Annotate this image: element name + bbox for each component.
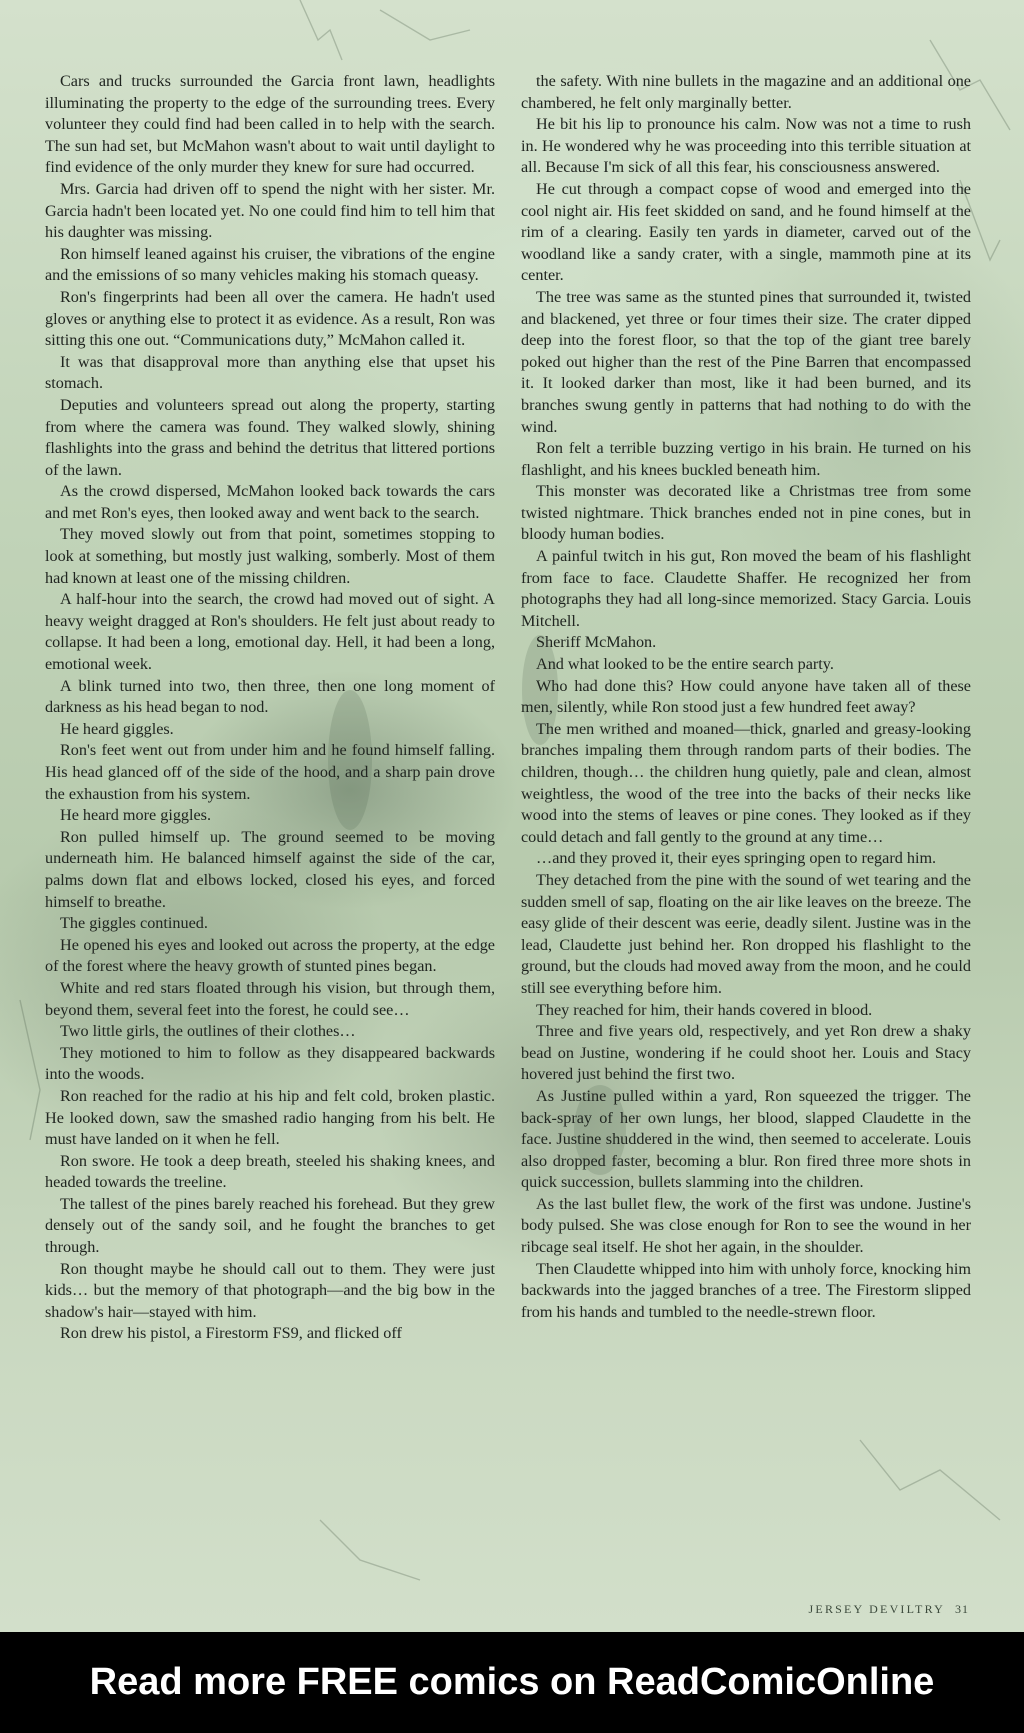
story-paragraph: Ron pulled himself up. The ground seemed to be moving underneath him. He balanced himself against the side of the car, palms down flat and elbows locked, closed his eyes, and forced himself to breathe. [45, 827, 495, 911]
story-paragraph: He opened his eyes and looked out across the property, at the edge of the forest where the heavy growth of stunted pines began. [45, 935, 495, 976]
story-column-right [521, 71, 971, 1323]
story-paragraph: They motioned to him to follow as they disappeared backwards into the woods. [45, 1043, 495, 1084]
story-paragraph: Ron reached for the radio at his hip and felt cold, broken plastic. He looked down, saw the smashed radio hanging from his belt. He must have landed on it when he fell. [45, 1086, 495, 1149]
story-paragraph: Mrs. Garcia had driven off to spend the night with her sister. Mr. Garcia hadn't been located yet. No one could find him to tell him that his daughter was missing. [45, 179, 495, 242]
story-paragraph: Two little girls, the outlines of their clothes… [60, 1022, 356, 1041]
story-paragraph: Ron drew his pistol, a Firestorm FS9, and flicked off [60, 1324, 402, 1343]
story-paragraph: The tallest of the pines barely reached his forehead. But they grew densely out of the sandy soil, and he fought the branches to get through. [45, 1194, 495, 1257]
story-paragraph: As Justine pulled within a yard, Ron squeezed the trigger. The back-spray of her own lungs, her blood, slapped Claudette in the face. Justine shuddered in the wind, then seemed to accelerate. Louis also dropped faster, becoming a blur. Ron fired three more shots in quick succession, bullets slamming into the children. [521, 1086, 971, 1192]
story-paragraph: the safety. With nine bullets in the magazine and an additional one chambered, he felt only marginally better. [521, 72, 971, 112]
story-paragraph: A painful twitch in his gut, Ron moved the beam of his flashlight from face to face. Claudette Shaffer. He recognized her from photographs they had all long-since memorized. Stacy Garcia. Louis Mitchell. [521, 547, 971, 630]
story-paragraph: …and they proved it, their eyes springing open to regard him. [536, 849, 937, 868]
story-paragraph: This monster was decorated like a Christmas tree from some twisted nightmare. Thick branches ended not in pine cones, but in bloody human bodies. [521, 482, 971, 544]
story-paragraph: Ron swore. He took a deep breath, steeled his shaking knees, and headed towards the treeline. [45, 1151, 495, 1192]
story-paragraph: Ron's feet went out from under him and he found himself falling. His head glanced off of the side of the hood, and a sharp pain drove the exhaustion from his system. [45, 741, 495, 803]
story-paragraph: The tree was same as the stunted pines that surrounded it, twisted and blackened, yet three or four times their size. The crater dipped deep into the forest floor, so that the top of the giant tree barely poked out higher than the rest of the Pine Barren that encompassed it. It looked darker than most, like it had been burned, and its branches swung gently in patterns that had nothing to do with the wind. [521, 287, 971, 436]
story-paragraph: He heard giggles. [60, 719, 174, 738]
story-paragraph: They moved slowly out from that point, sometimes stopping to look at something, but mostly just walking, somberly. Most of them had known at least one of the missing children. [45, 525, 495, 587]
magazine-title: JERSEY DEVILTRY [808, 1602, 945, 1616]
promo-banner[interactable]: Read more FREE comics on ReadComicOnline [0, 1632, 1024, 1733]
story-paragraph: The men writhed and moaned—thick, gnarled and greasy-looking branches impaling them through random parts of their bodies. The children, though… the children hung quietly, pale and clean, almost weightless, the wood of the tree into the backs of their necks like wood into the stems of leaves or pine cones. They looked as if they could detach and fall gently to the ground at any time… [521, 719, 971, 846]
page-number: 31 [955, 1602, 969, 1616]
page-footer [809, 1602, 969, 1617]
story-paragraph: It was that disapproval more than anything else that upset his stomach. [45, 352, 495, 393]
story-paragraph: Three and five years old, respectively, and yet Ron drew a shaky bead on Justine, wondering if he could shoot her. Louis and Stacy hovered just behind the first two. [521, 1022, 971, 1084]
story-paragraph: Then Claudette whipped into him with unholy force, knocking him backwards into the jagged branches of a tree. The Firestorm slipped from his hands and tumbled to the needle-strewn floor. [521, 1259, 971, 1321]
story-paragraph: They detached from the pine with the sound of wet tearing and the sudden smell of sap, floating on the air like leaves on the breeze. The easy glide of their descent was eerie, deadly silent. Justine was in the lead, Claudette just behind her. Ron dropped his flashlight to the ground, but the clouds had moved away from the moon, and he could still see everything before him. [521, 870, 971, 997]
story-column-left [45, 71, 495, 1345]
story-paragraph: Ron felt a terrible buzzing vertigo in his brain. He turned on his flashlight, and his knees buckled beneath him. [521, 439, 971, 479]
story-paragraph: A blink turned into two, then three, then one long moment of darkness as his head began to nod. [45, 676, 495, 717]
story-paragraph: The giggles continued. [60, 914, 208, 933]
story-paragraph: Ron's fingerprints had been all over the camera. He hadn't used gloves or anything else to protect it as evidence. As a result, Ron was sitting this one out. “Communications duty,” McMahon called it. [45, 287, 495, 350]
story-paragraph: Sheriff McMahon. [536, 633, 657, 652]
story-paragraph: He heard more giggles. [60, 806, 212, 825]
story-paragraph: Cars and trucks surrounded the Garcia front lawn, headlights illuminating the property to the edge of the surrounding trees. Every volunteer they could find had been called in to help with the search. The sun had set, but McMahon wasn't about to wait until daylight to find evidence of the only murder they knew for sure had occurred. [45, 72, 495, 177]
story-paragraph: A half-hour into the search, the crowd had moved out of sight. A heavy weight dragged at Ron's shoulders. He felt just about ready to collapse. It had been a long, emotional day. Hell, it had been a long, emotional week. [45, 590, 495, 674]
story-paragraph: Ron himself leaned against his cruiser, the vibrations of the engine and the emissions of so many vehicles making his stomach queasy. [45, 244, 495, 285]
story-paragraph: Ron thought maybe he should call out to them. They were just kids… but the memory of that photograph—and the big bow in the shadow's hair—stayed with him. [45, 1259, 495, 1321]
story-paragraph: He bit his lip to pronounce his calm. Now was not a time to rush in. He wondered why he was proceeding into this terrible situation at all. Because I'm sick of all this fear, his consciousness answered. [521, 115, 971, 177]
story-paragraph: As the crowd dispersed, McMahon looked back towards the cars and met Ron's eyes, then looked away and went back to the search. [45, 482, 495, 522]
story-paragraph: He cut through a compact copse of wood and emerged into the cool night air. His feet skidded on sand, and he found himself at the rim of a clearing. Easily ten yards in diameter, carved out of the woodland like a sandy crater, with a single, mammoth pine at its center. [521, 179, 971, 285]
story-paragraph: They reached for him, their hands covered in blood. [536, 1000, 873, 1019]
story-paragraph: Deputies and volunteers spread out along the property, starting from where the camera was found. They walked slowly, shining flashlights into the grass and behind the detritus that littered portions of the lawn. [45, 395, 495, 479]
story-paragraph: As the last bullet flew, the work of the first was undone. Justine's body pulsed. She was close enough for Ron to see the wound in her ribcage seal itself. He shot her again, in the shoulder. [521, 1194, 971, 1257]
story-paragraph: And what looked to be the entire search party. [536, 655, 834, 674]
story-paragraph: White and red stars floated through his vision, but through them, beyond them, several feet into the forest, he could see… [45, 978, 495, 1019]
story-paragraph: Who had done this? How could anyone have taken all of these men, silently, while Ron stood just a few hundred feet away? [521, 676, 971, 717]
